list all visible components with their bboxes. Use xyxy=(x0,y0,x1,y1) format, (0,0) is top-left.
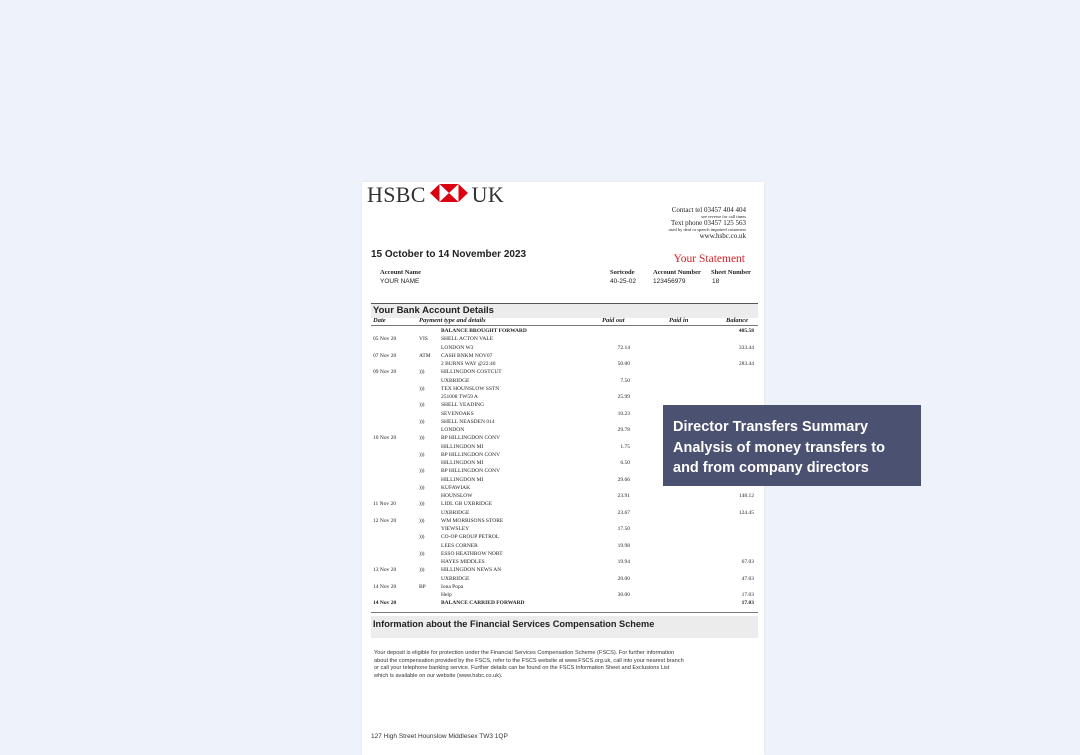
logo-left-text: HSBC xyxy=(367,182,426,207)
tx-balance: 47.03 xyxy=(741,575,754,582)
tx-balance: 124.45 xyxy=(738,509,754,516)
tx-balance: 333.44 xyxy=(738,344,754,351)
logo-right-text: UK xyxy=(471,182,505,207)
tx-description: KUFAWIAK xyxy=(441,484,471,491)
tx-paid-out: 25.99 xyxy=(617,394,630,400)
tx-type: ))) xyxy=(419,369,425,376)
tx-description: UXBRIDGE xyxy=(441,377,470,384)
tx-description: LONDON W3 xyxy=(441,344,474,351)
sheet-number-value: 18 xyxy=(712,278,720,285)
contact-block xyxy=(669,206,746,240)
tx-paid-out: 30.00 xyxy=(617,592,630,598)
tx-description: SHELL ACTON VALE xyxy=(441,336,494,343)
contact-text-phone-note: used by deaf or speech impaired customers xyxy=(668,227,746,233)
statement-title: Your Statement xyxy=(673,253,745,265)
tx-date: 05 Nov 20 xyxy=(373,336,397,343)
tx-type: ))) xyxy=(419,402,425,409)
tx-description: HILLINGDON MI xyxy=(441,443,484,450)
account-name-label: Account Name xyxy=(380,269,421,276)
tx-type: ))) xyxy=(419,534,425,541)
sheet-number-label: Sheet Number xyxy=(711,269,751,276)
col-payment: Payment type and details xyxy=(419,317,486,324)
hsbc-uk-logo xyxy=(367,182,504,208)
tx-description: BALANCE CARRIED FORWARD xyxy=(441,600,525,607)
tx-type: ))) xyxy=(419,468,425,475)
sortcode-value: 40-25-02 xyxy=(610,278,637,285)
tx-description: BALANCE BROUGHT FORWARD xyxy=(441,328,527,334)
tx-paid-out: 1.75 xyxy=(620,443,630,450)
tx-description: LONDON xyxy=(441,427,465,433)
hsbc-hexagon-icon xyxy=(430,182,468,208)
tx-date: 10 Nov 20 xyxy=(373,435,397,442)
account-number-value: 123456979 xyxy=(653,278,686,285)
tx-type: ))) xyxy=(419,484,425,491)
tx-description: WM MORRISONS STORE xyxy=(441,517,504,524)
account-number-label: Account Number xyxy=(653,269,701,276)
tx-balance: 283.44 xyxy=(738,361,754,367)
tx-description: 2 BURNS WAY @22:40 xyxy=(441,361,496,367)
tx-description: HILLINGDON COSTCUT xyxy=(441,369,502,376)
tx-type: ))) xyxy=(419,451,425,458)
tx-date: 11 Nov 20 xyxy=(373,501,397,508)
tx-description: SEVENOAKS xyxy=(441,410,474,417)
tx-description: ESSO HEATHROW NORT xyxy=(441,550,503,557)
fscs-line: about the compensation provided by the FSCS, refer to the FSCS website at www.FSCS.org.uk, call into your nearest branch xyxy=(374,657,684,664)
contact-website: www.hsbc.co.uk xyxy=(699,232,746,241)
tx-balance: 67.03 xyxy=(741,559,754,565)
tx-description: YIEWSLEY xyxy=(441,526,470,532)
contact-tel: Contact tel 03457 404 404 xyxy=(671,206,746,214)
details-section-header xyxy=(371,303,758,318)
tx-paid-out: 17.50 xyxy=(617,526,630,532)
tx-type: ))) xyxy=(419,435,425,442)
overlay-line-1: Director Transfers Summary xyxy=(673,419,869,435)
tx-type: ))) xyxy=(419,517,425,524)
footer-rule xyxy=(371,612,758,613)
branch-address: 127 High Street Hounslow Middlesex TW3 1QP xyxy=(371,733,508,740)
tx-type: VIS xyxy=(419,336,428,343)
tx-description: LIDL GB UXBRIDGE xyxy=(441,501,493,508)
tx-description: CO-OP GROUP PETROL xyxy=(441,534,500,541)
fscs-title: Information about the Financial Services Compensation Scheme xyxy=(373,619,655,629)
tx-date: 14 Nov 20 xyxy=(373,600,397,607)
tx-date: 12 Nov 20 xyxy=(373,517,397,524)
tx-description: BP HILLINGDON CONV xyxy=(441,468,501,475)
tx-paid-out: 29.78 xyxy=(617,427,630,433)
tx-description: HILLINGDON MI xyxy=(441,476,484,483)
fscs-line: which is available on our website (www.hsbc.co.uk). xyxy=(374,672,503,679)
fscs-line: Your deposit is eligible for protection under the Financial Services Compensation Scheme (FSCS). For further information xyxy=(374,650,675,656)
tx-balance: 17.03 xyxy=(741,592,754,598)
tx-description: CASH BNKM NOV07 xyxy=(441,352,493,359)
tx-balance: 17.03 xyxy=(741,600,754,607)
tx-date: 13 Nov 20 xyxy=(373,567,397,574)
tx-paid-out: 19.94 xyxy=(617,559,630,565)
tx-type: ))) xyxy=(419,550,425,557)
overlay-line-3: and from company directors xyxy=(673,460,869,476)
tx-description: BP HILLINGDON CONV xyxy=(441,451,501,458)
tx-description: UXBRIDGE xyxy=(441,575,470,582)
tx-description: SHELL YEADING xyxy=(441,402,485,409)
tx-description: Help xyxy=(441,592,452,598)
director-transfers-summary-card[interactable] xyxy=(663,405,921,486)
account-name-value: YOUR NAME xyxy=(380,278,420,285)
sortcode-label: Sortcode xyxy=(610,269,635,276)
details-title: Your Bank Account Details xyxy=(373,305,494,316)
tx-paid-out: 7.50 xyxy=(620,377,630,384)
fscs-paragraph xyxy=(374,650,758,680)
tx-type: BP xyxy=(419,583,426,590)
fscs-section-header xyxy=(371,616,758,638)
tx-description: LEES CORNER xyxy=(441,542,478,549)
tx-paid-out: 19.98 xyxy=(617,542,630,549)
tx-description: HOUNSLOW xyxy=(441,493,473,499)
col-date: Date xyxy=(373,317,386,324)
tx-paid-out: 10.23 xyxy=(617,410,630,417)
col-balance: Balance xyxy=(726,317,749,324)
contact-call-times: see reverse for call times xyxy=(701,214,746,220)
tx-paid-out: 20.00 xyxy=(617,575,630,582)
tx-date: 14 Nov 20 xyxy=(373,583,397,590)
col-paid-out: Paid out xyxy=(602,317,625,324)
col-paid-in: Paid in xyxy=(669,317,689,324)
tx-balance: 148.12 xyxy=(738,493,754,499)
tx-paid-out: 72.14 xyxy=(617,344,630,351)
overlay-line-2: Analysis of money transfers to xyxy=(673,439,885,456)
tx-date: 07 Nov 20 xyxy=(373,352,397,359)
tx-paid-out: 29.66 xyxy=(617,476,630,483)
tx-description: Iona Popa xyxy=(441,583,464,590)
tx-date: 09 Nov 20 xyxy=(373,369,397,376)
tx-type: ))) xyxy=(419,385,425,392)
tx-description: HILLINGDON NEWS AN xyxy=(441,567,502,574)
tx-description: BP HILLINGDON CONV xyxy=(441,435,501,442)
tx-type: ))) xyxy=(419,501,425,508)
tx-type: ))) xyxy=(419,418,425,425)
tx-paid-out: 23.91 xyxy=(617,493,630,499)
tx-paid-out: 23.67 xyxy=(617,509,630,516)
statement-period: 15 October to 14 November 2023 xyxy=(371,249,527,260)
tx-description: HAYES MIDDLES xyxy=(441,559,485,565)
tx-description: TEX HOUNSLOW SSTN xyxy=(441,385,500,392)
tx-type: ATM xyxy=(419,352,431,359)
fscs-line: or call your telephone banking service. Further details can be found on the FSCS Information Sheet and Exclusions List xyxy=(374,665,670,672)
tx-description: HILLINGDON MI xyxy=(441,460,484,466)
tx-description: 251008 TW59 A xyxy=(441,394,478,400)
tx-description: UXBRIDGE xyxy=(441,509,470,516)
tx-paid-out: 6.50 xyxy=(620,460,630,466)
tx-balance: 405.58 xyxy=(738,328,754,334)
tx-paid-out: 50.00 xyxy=(617,361,630,367)
tx-type: ))) xyxy=(419,567,425,574)
tx-description: SHELL NEASDEN 014 xyxy=(441,418,495,425)
header-rule xyxy=(371,325,758,326)
contact-text-phone: Text phone 03457 125 563 xyxy=(671,219,746,228)
